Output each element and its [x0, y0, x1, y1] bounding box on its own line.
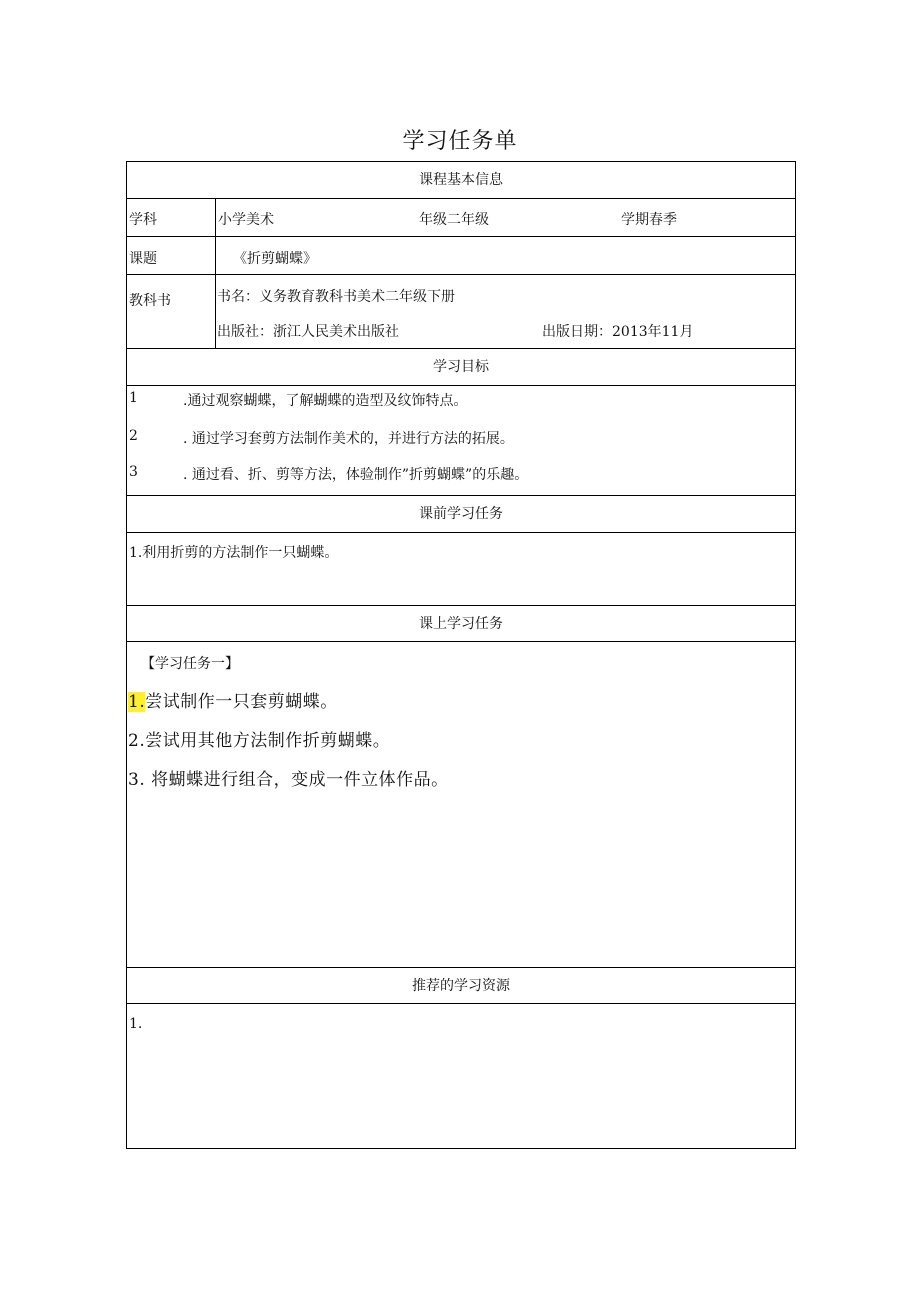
publish-date: 出版日期：2013年11月: [542, 324, 694, 340]
in-class-item-3: 3. 将蝴蝶进行组合，变成一件立体作品。: [128, 770, 449, 790]
resources-body: [127, 1004, 795, 1148]
book-name: 书名：义务教育教科书美术二年级下册: [217, 289, 455, 305]
topic-label: 课题: [129, 251, 157, 267]
label-column-divider: [215, 199, 216, 349]
objective-2-num: 2: [129, 428, 138, 444]
in-class-item-2: 2.尝试用其他方法制作折剪蝴蝶。: [128, 731, 391, 751]
section-objectives-heading: 学习目标: [127, 349, 795, 386]
task-one-label: 【学习任务一】: [141, 656, 239, 672]
in-class-item-1: [128, 687, 338, 712]
subject-value: 小学美术: [218, 212, 274, 228]
resource-item-1: 1.: [129, 1016, 143, 1032]
objective-1-text: .通过观察蝴蝶，了解蝴蝶的造型及纹饰特点。: [183, 393, 468, 409]
textbook-row: [127, 275, 795, 349]
in-class-body: [127, 642, 795, 968]
pre-class-task: 1.利用折剪的方法制作一只蝴蝶。: [129, 545, 339, 561]
topic-row: [127, 237, 795, 275]
subject-row: [127, 199, 795, 237]
grade-value: 年级二年级: [419, 212, 489, 228]
section-in-class-heading: 课上学习任务: [127, 606, 795, 642]
section-pre-class-heading: 课前学习任务: [127, 496, 795, 533]
objective-3-text: . 通过看、折、剪等方法，体验制作”折剪蝴蝶”的乐趣。: [183, 467, 529, 483]
in-class-item-1-text: 尝试制作一只套剪蝴蝶。: [145, 692, 338, 712]
highlighted-number: 1.: [128, 692, 146, 712]
task-sheet-table: [126, 161, 796, 1149]
objective-3-num: 3: [129, 464, 138, 480]
publisher: 出版社：浙江人民美术出版社: [217, 324, 399, 340]
objective-2-text: . 通过学习套剪方法制作美术的，并进行方法的拓展。: [183, 431, 514, 447]
term-value: 学期春季: [621, 212, 677, 228]
pre-class-body: [127, 533, 795, 606]
subject-label: 学科: [129, 212, 157, 228]
section-basic-info-heading: 课程基本信息: [127, 162, 795, 199]
textbook-label: 教科书: [129, 293, 171, 309]
page-title: 学习任务单: [402, 129, 518, 154]
section-resources-heading: 推荐的学习资源: [127, 968, 795, 1004]
objectives-body: [127, 386, 795, 496]
objective-1-num: 1: [129, 390, 138, 406]
topic-value: 《折剪蝴蝶》: [233, 251, 317, 267]
